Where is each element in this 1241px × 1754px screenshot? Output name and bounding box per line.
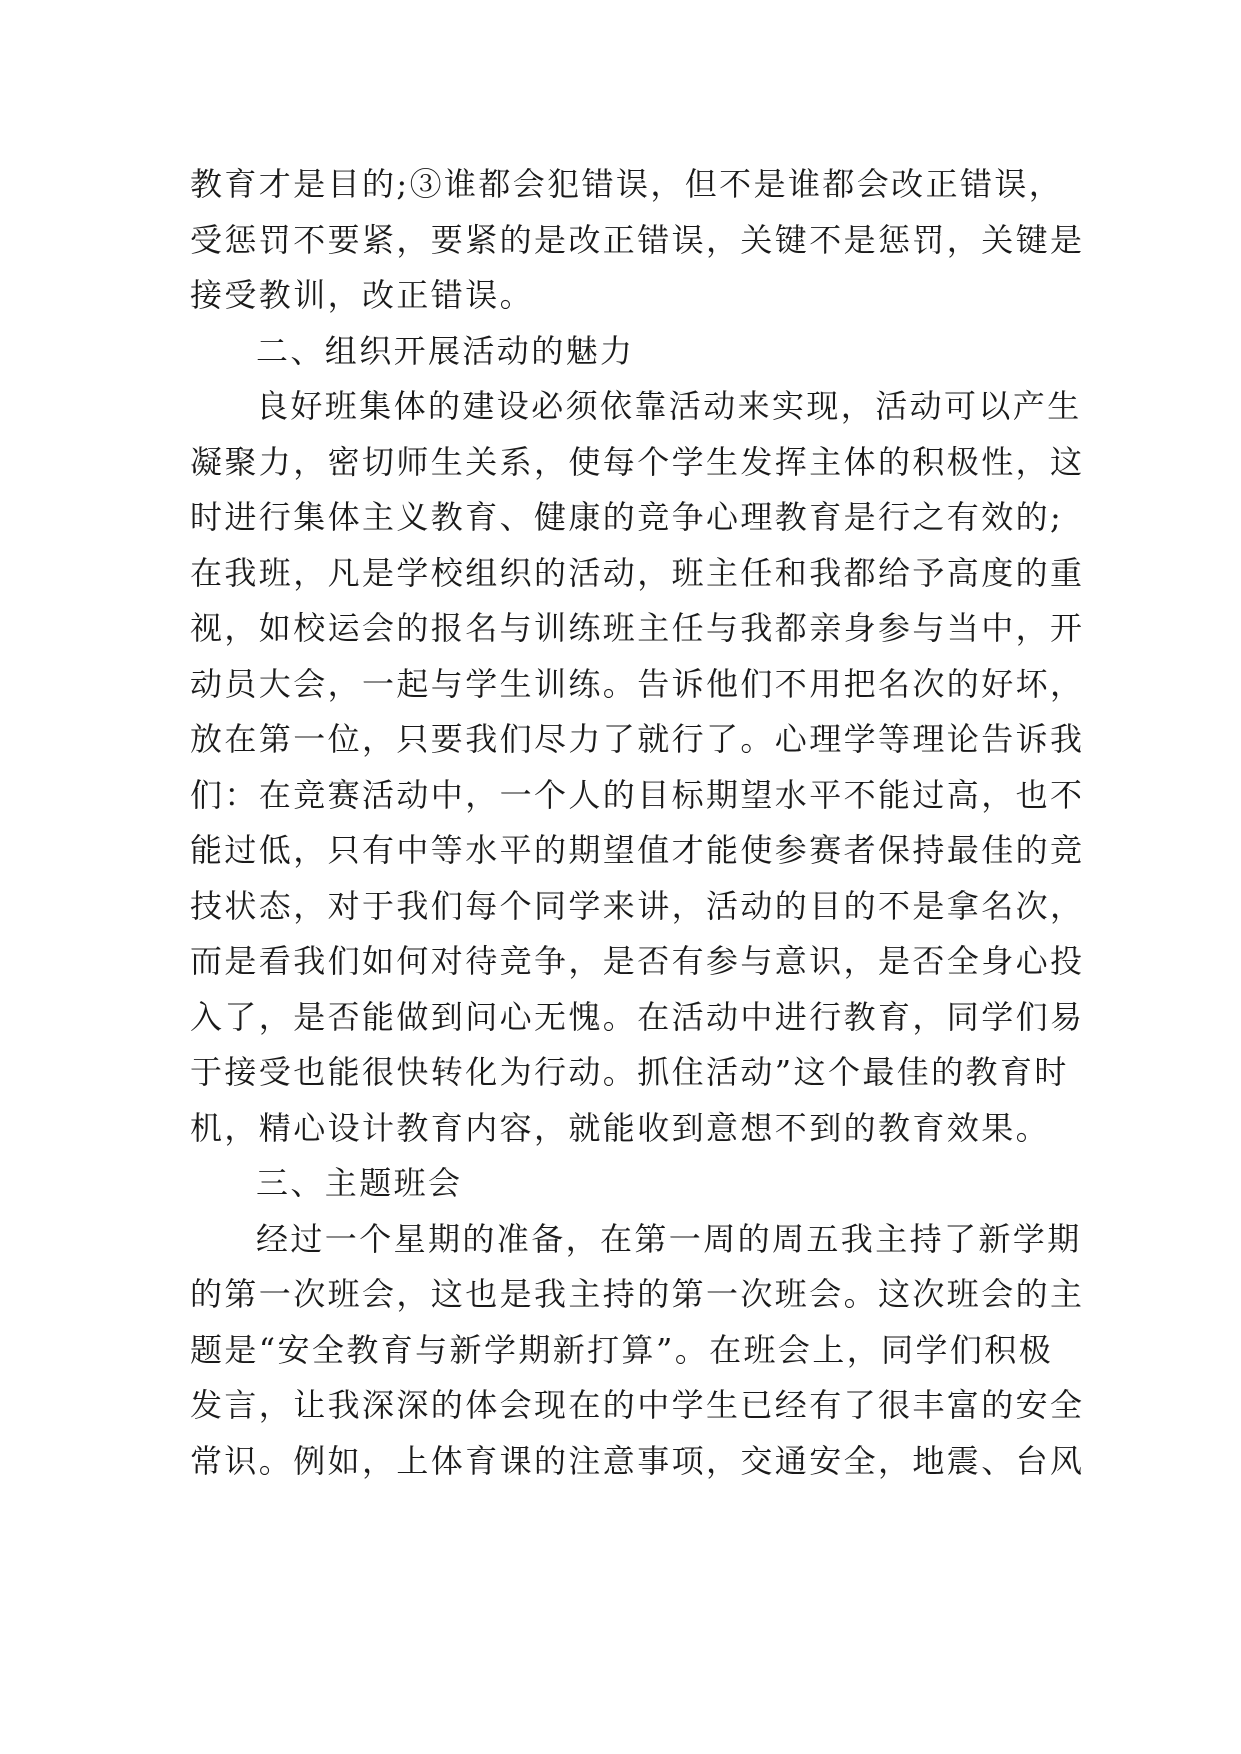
text-line: 发言，让我深深的体会现在的中学生已经有了很丰富的安全 [190, 1386, 1085, 1424]
text-line: 凝聚力，密切师生关系，使每个学生发挥主体的积极性，这 [190, 442, 1085, 481]
text-line: 的第一次班会，这也是我主持的第一次班会。这次班会的主 [190, 1275, 1085, 1313]
text-line: 在我班，凡是学校组织的活动，班主任和我都给予高度的重 [190, 553, 1085, 592]
text-line: 而是看我们如何对待竞争，是否有参与意识，是否全身心投 [190, 942, 1085, 980]
section-heading: 三、主题班会 [256, 1164, 463, 1202]
paragraph-start: 良好班集体的建设必须依靠活动来实现，活动可以产生 [256, 387, 1082, 425]
text-line: 视，如校运会的报名与训练班主任与我都亲身参与当中，开 [190, 609, 1085, 647]
paragraph-start: 经过一个星期的准备，在第一周的周五我主持了新学期 [256, 1219, 1082, 1258]
text-line: 接受教训，改正错误。 [190, 276, 535, 314]
text-line: 机，精心设计教育内容，就能收到意想不到的教育效果。 [190, 1108, 1051, 1147]
text-line: 受惩罚不要紧，要紧的是改正错误，关键不是惩罚，关键是 [190, 220, 1085, 259]
text-line: 能过低，只有中等水平的期望值才能使参赛者保持最佳的竞 [190, 831, 1085, 869]
text-line: 们：在竞赛活动中，一个人的目标期望水平不能过高，也不 [190, 775, 1085, 814]
text-line: 入了，是否能做到问心无愧。在活动中进行教育，同学们易 [190, 997, 1085, 1036]
text-line: 常识。例如，上体育课的注意事项，交通安全，地震、台风 [190, 1441, 1085, 1480]
section-heading: 二、组织开展活动的魅力 [256, 331, 635, 370]
text-line: 于接受也能很快转化为行动。抓住活动”这个最佳的教育时 [190, 1053, 1069, 1091]
text-line: 动员大会，一起与学生训练。告诉他们不用把名次的好坏， [190, 664, 1085, 703]
text-line: 时进行集体主义教育、健康的竞争心理教育是行之有效的; [190, 498, 1064, 536]
text-line: 技状态，对于我们每个同学来讲，活动的目的不是拿名次， [190, 886, 1085, 925]
body-text [190, 157, 1085, 1489]
text-line: 题是“安全教育与新学期新打算”。在班会上，同学们积极 [190, 1330, 1054, 1369]
text-line: 教育才是目的;③谁都会犯错误，但不是谁都会改正错误， [190, 165, 1064, 203]
text-line: 放在第一位，只要我们尽力了就行了。心理学等理论告诉我 [190, 720, 1085, 758]
